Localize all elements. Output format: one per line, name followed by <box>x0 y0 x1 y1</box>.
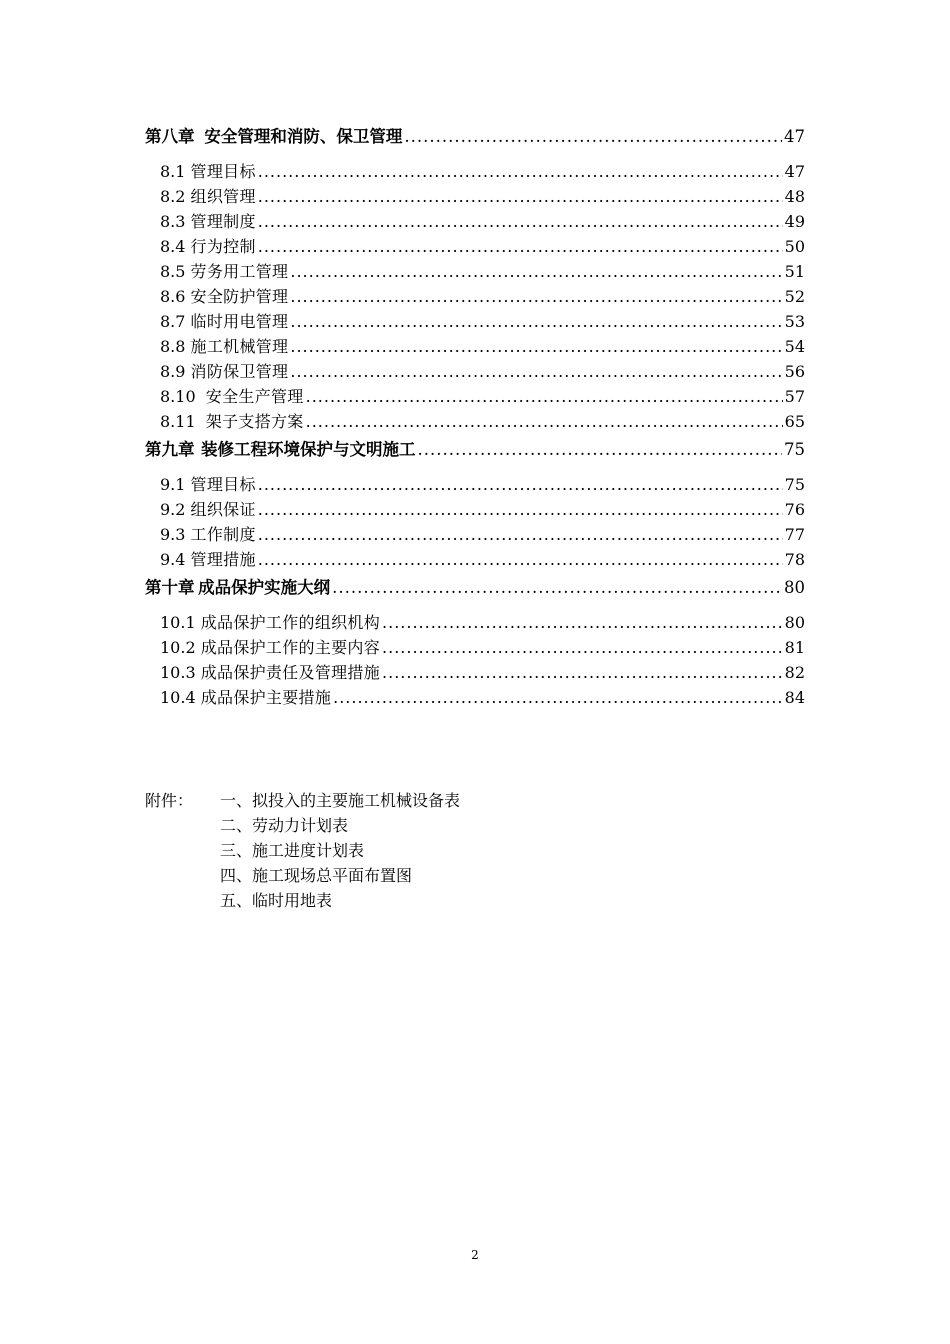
section-number: 10.4 <box>160 688 196 707</box>
section-number: 10.2 <box>160 638 196 657</box>
dot-leader <box>332 575 782 601</box>
toc-section[interactable] <box>145 635 805 660</box>
toc-section[interactable] <box>145 284 805 309</box>
section-number: 9.2 <box>160 500 186 519</box>
dot-leader <box>290 309 782 334</box>
chapter-page-number: 80 <box>784 578 805 597</box>
dot-leader <box>290 359 782 384</box>
section-number: 8.6 <box>160 287 186 306</box>
chapter-title: 装修工程环境保护与文明施工 <box>201 440 416 459</box>
section-number: 8.7 <box>160 312 186 331</box>
section-number: 9.1 <box>160 475 186 494</box>
section-page-number: 52 <box>784 287 805 306</box>
dot-leader <box>306 409 783 434</box>
chapter-label: 第九章 <box>145 440 195 459</box>
annex-item[interactable]: 四、施工现场总平面布置图 <box>220 866 413 885</box>
section-title: 管理目标 <box>190 475 256 494</box>
section-number: 9.3 <box>160 525 186 544</box>
annex-item[interactable]: 三、施工进度计划表 <box>220 841 365 860</box>
section-title: 安全防护管理 <box>190 287 289 306</box>
section-title: 架子支搭方案 <box>205 412 304 431</box>
dot-leader <box>382 660 783 685</box>
dot-leader <box>418 437 782 463</box>
toc-section[interactable] <box>145 409 805 434</box>
section-number: 8.9 <box>160 362 186 381</box>
chapter-page-number: 75 <box>784 440 805 459</box>
table-of-contents <box>145 124 805 710</box>
section-number: 8.4 <box>160 237 186 256</box>
section-title: 劳务用工管理 <box>190 262 289 281</box>
section-number: 10.1 <box>160 613 196 632</box>
dot-leader <box>382 610 783 635</box>
toc-section[interactable] <box>145 159 805 184</box>
section-title: 成品保护工作的主要内容 <box>200 638 381 657</box>
toc-section[interactable] <box>145 359 805 384</box>
toc-section[interactable] <box>145 209 805 234</box>
section-title: 管理制度 <box>190 212 256 231</box>
section-number: 8.10 <box>160 387 196 406</box>
section-title: 临时用电管理 <box>190 312 289 331</box>
section-title: 管理目标 <box>190 162 256 181</box>
section-page-number: 80 <box>784 613 805 632</box>
toc-section[interactable] <box>145 497 805 522</box>
section-number: 8.5 <box>160 262 186 281</box>
dot-leader <box>290 284 782 309</box>
section-number: 8.1 <box>160 162 186 181</box>
section-page-number: 65 <box>784 412 805 431</box>
annex-item[interactable]: 一、拟投入的主要施工机械设备表 <box>220 791 461 810</box>
chapter-title: 安全管理和消防、保卫管理 <box>204 127 403 146</box>
dot-leader <box>258 234 783 259</box>
annex-list <box>220 788 620 913</box>
toc-chapter-8[interactable] <box>145 124 805 159</box>
section-page-number: 75 <box>784 475 805 494</box>
section-page-number: 53 <box>784 312 805 331</box>
toc-chapter-10[interactable] <box>145 575 805 610</box>
section-page-number: 50 <box>784 237 805 256</box>
toc-section[interactable] <box>145 547 805 572</box>
toc-section[interactable] <box>145 309 805 334</box>
toc-section[interactable] <box>145 334 805 359</box>
section-number: 8.3 <box>160 212 186 231</box>
section-title: 工作制度 <box>190 525 256 544</box>
dot-leader <box>258 209 783 234</box>
toc-section[interactable] <box>145 384 805 409</box>
section-number: 9.4 <box>160 550 186 569</box>
annex-item[interactable]: 五、临时用地表 <box>220 891 333 910</box>
toc-section[interactable] <box>145 660 805 685</box>
dot-leader <box>258 472 783 497</box>
section-title: 组织管理 <box>190 187 256 206</box>
page-number: 2 <box>471 1248 479 1262</box>
dot-leader <box>333 685 783 710</box>
dot-leader <box>258 184 783 209</box>
chapter-label: 第八章 <box>145 127 195 146</box>
dot-leader <box>258 159 783 184</box>
section-page-number: 81 <box>784 638 805 657</box>
section-title: 成品保护工作的组织机构 <box>200 613 381 632</box>
dot-leader <box>404 124 782 150</box>
dot-leader <box>290 334 782 359</box>
dot-leader <box>258 547 783 572</box>
toc-section[interactable] <box>145 472 805 497</box>
toc-section[interactable] <box>145 522 805 547</box>
section-page-number: 82 <box>784 663 805 682</box>
toc-section[interactable] <box>145 685 805 710</box>
section-page-number: 49 <box>784 212 805 231</box>
section-page-number: 57 <box>784 387 805 406</box>
section-page-number: 48 <box>784 187 805 206</box>
section-page-number: 56 <box>784 362 805 381</box>
section-number: 8.8 <box>160 337 186 356</box>
section-page-number: 78 <box>784 550 805 569</box>
toc-section[interactable] <box>145 184 805 209</box>
dot-leader <box>382 635 783 660</box>
dot-leader <box>258 497 783 522</box>
section-number: 8.2 <box>160 187 186 206</box>
toc-section[interactable] <box>145 234 805 259</box>
dot-leader <box>290 259 782 284</box>
annex-item[interactable]: 二、劳动力计划表 <box>220 816 349 835</box>
chapter-label: 第十章 <box>145 578 195 597</box>
section-number: 8.11 <box>160 412 196 431</box>
section-title: 组织保证 <box>190 500 256 519</box>
section-title: 成品保护主要措施 <box>200 688 332 707</box>
section-number: 10.3 <box>160 663 196 682</box>
section-page-number: 51 <box>784 262 805 281</box>
dot-leader <box>306 384 783 409</box>
section-title: 成品保护责任及管理措施 <box>200 663 381 682</box>
chapter-title: 成品保护实施大纲 <box>198 578 331 597</box>
section-title: 行为控制 <box>190 237 256 256</box>
section-page-number: 76 <box>784 500 805 519</box>
section-page-number: 77 <box>784 525 805 544</box>
section-page-number: 54 <box>784 337 805 356</box>
annex-label: 附件： <box>145 791 194 810</box>
dot-leader <box>258 522 783 547</box>
section-title: 施工机械管理 <box>190 337 289 356</box>
section-title: 消防保卫管理 <box>190 362 289 381</box>
toc-section[interactable] <box>145 259 805 284</box>
toc-section[interactable] <box>145 610 805 635</box>
section-page-number: 47 <box>784 162 805 181</box>
chapter-page-number: 47 <box>784 127 805 146</box>
section-title: 安全生产管理 <box>205 387 304 406</box>
section-page-number: 84 <box>784 688 805 707</box>
section-title: 管理措施 <box>190 550 256 569</box>
toc-chapter-9[interactable] <box>145 437 805 472</box>
